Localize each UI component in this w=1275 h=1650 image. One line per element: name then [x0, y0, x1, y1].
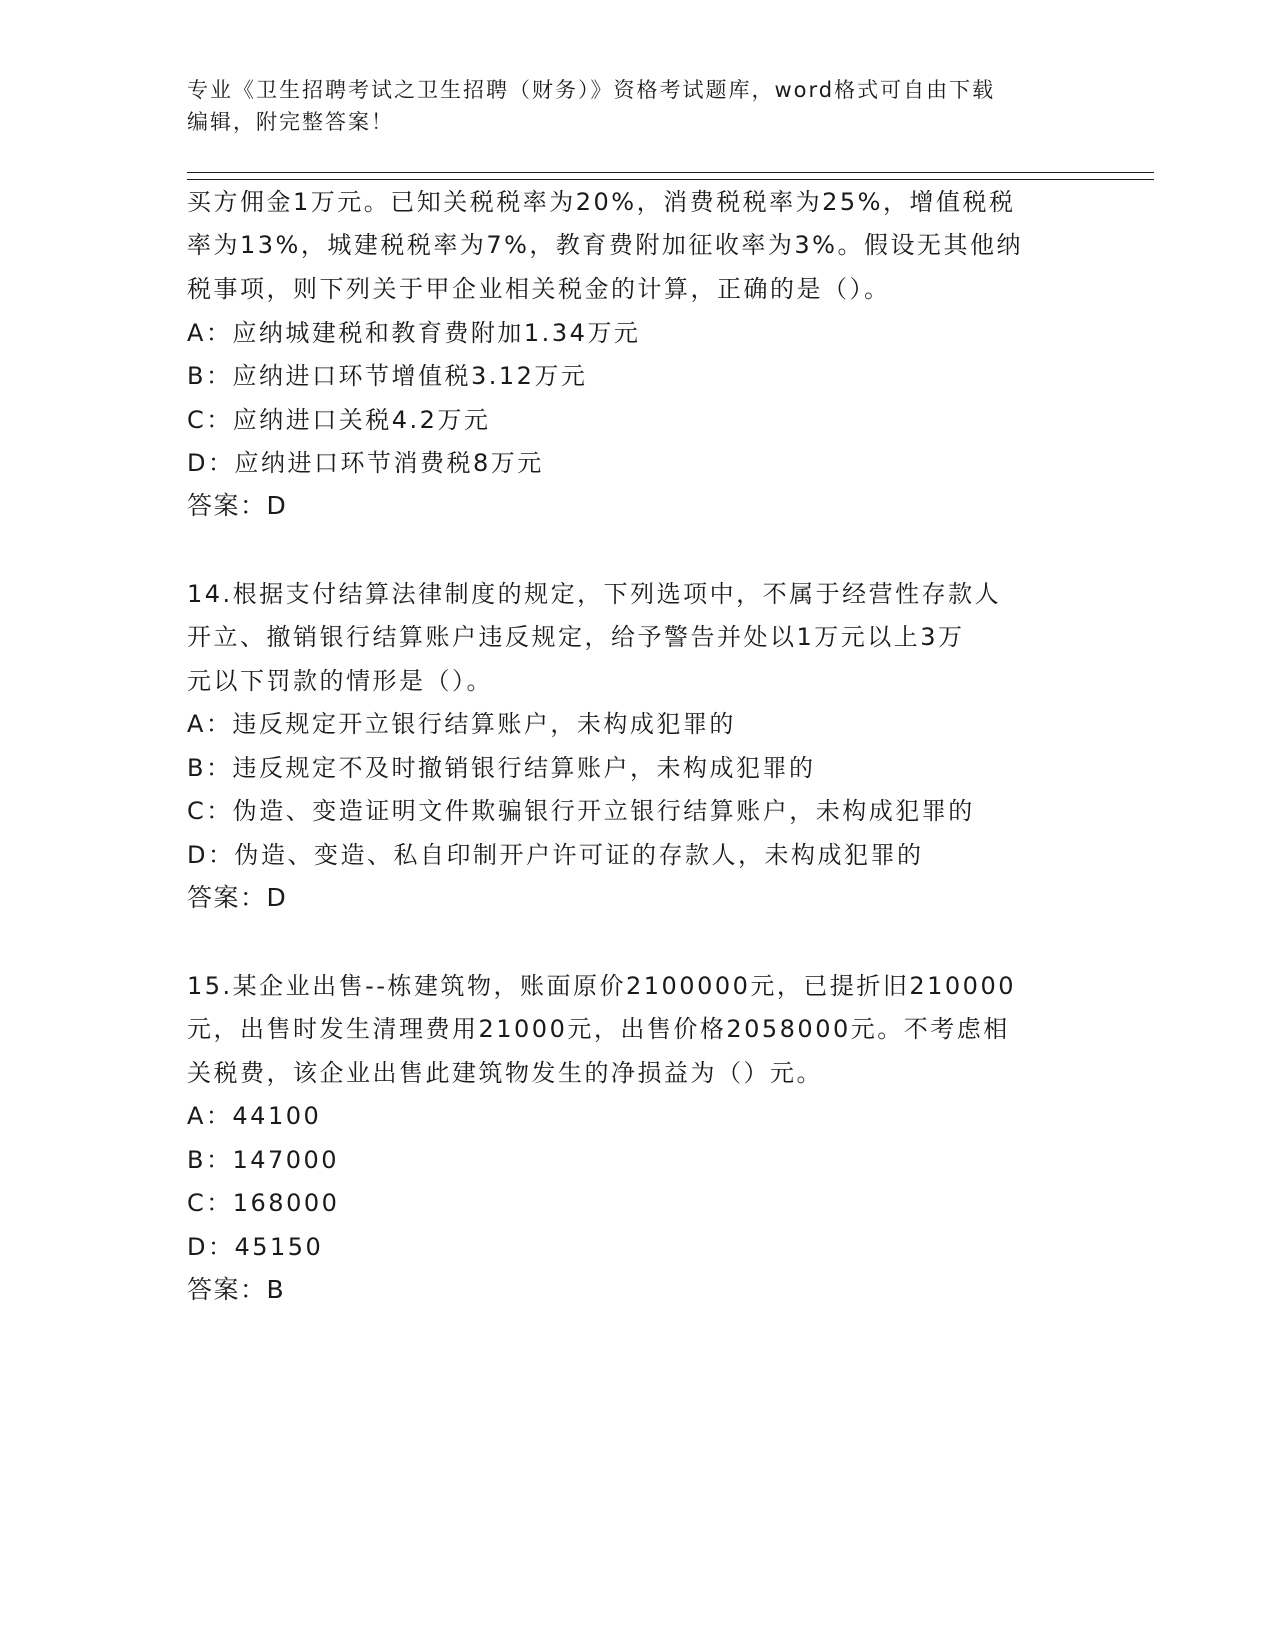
question-text-line: 开立、撤销银行结算账户违反规定，给予警告并处以1万元以上3万 [187, 623, 965, 651]
option-a: A：应纳城建税和教育费附加1.34万元 [187, 319, 641, 347]
question-text-line: 15.某企业出售--栋建筑物，账面原价2100000元，已提折旧210000 [187, 972, 1016, 1000]
option-b: B：违反规定不及时撤销银行结算账户，未构成犯罪的 [187, 754, 816, 782]
answer: 答案：B [187, 1275, 286, 1304]
header-line-2: 编辑，附完整答案！ [187, 110, 394, 134]
question-text-line: 14.根据支付结算法律制度的规定，下列选项中，不属于经营性存款人 [187, 580, 1002, 608]
question-text-line: 元，出售时发生清理费用21000元，出售价格2058000元。不考虑相 [187, 1015, 1010, 1043]
answer: 答案：D [187, 883, 288, 912]
option-d: D：应纳进口环节消费税8万元 [187, 449, 544, 477]
question-text-line: 买方佣金1万元。已知关税税率为20%，消费税税率为25%，增值税税 [187, 188, 1016, 216]
header-divider-top [187, 172, 1154, 173]
option-b: B：应纳进口环节增值税3.12万元 [187, 362, 588, 390]
document-header [187, 74, 1087, 138]
question-text-line: 关税费，该企业出售此建筑物发生的净损益为（）元。 [187, 1059, 823, 1087]
header-line-1: 专业《卫生招聘考试之卫生招聘（财务）》资格考试题库，word格式可自由下载 [187, 78, 996, 102]
question-text-line: 元以下罚款的情形是（）。 [187, 667, 493, 695]
option-c: C：168000 [187, 1189, 340, 1217]
option-a: A：违反规定开立银行结算账户，未构成犯罪的 [187, 710, 736, 738]
question-text-line: 税事项，则下列关于甲企业相关税金的计算，正确的是（）。 [187, 275, 891, 303]
header-divider-bottom [187, 179, 1154, 180]
option-a: A：44100 [187, 1102, 322, 1130]
question-text-line: 率为13%，城建税税率为7%，教育费附加征收率为3%。假设无其他纳 [187, 231, 1023, 259]
option-d: D：45150 [187, 1233, 324, 1261]
option-c: C：伪造、变造证明文件欺骗银行开立银行结算账户，未构成犯罪的 [187, 797, 975, 825]
option-c: C：应纳进口关税4.2万元 [187, 406, 491, 434]
answer: 答案：D [187, 491, 288, 520]
option-d: D：伪造、变造、私自印制开户许可证的存款人，未构成犯罪的 [187, 841, 924, 869]
option-b: B：147000 [187, 1146, 340, 1174]
